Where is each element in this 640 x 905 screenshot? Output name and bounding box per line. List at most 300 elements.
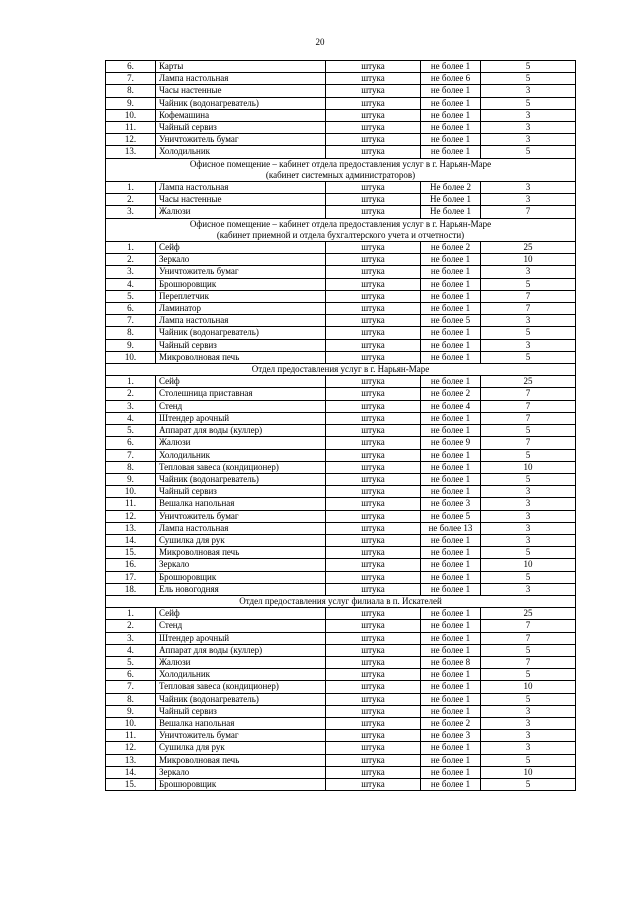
item-name: Вешалка напольная [156,717,326,729]
limit-cell: не более 1 [421,620,481,632]
table-row [106,315,576,327]
unit-cell: штука [326,400,421,412]
unit-cell: штука [326,498,421,510]
table-row [106,693,576,705]
table-row [106,778,576,790]
unit-cell: штука [326,327,421,339]
unit-cell: штука [326,669,421,681]
item-name: Жалюзи [156,656,326,668]
item-name: Чайник (водонагреватель) [156,693,326,705]
row-number: 7. [106,449,156,461]
quantity-cell: 5 [481,351,576,363]
item-name: Уничтожитель бумаг [156,134,326,146]
item-name: Ель новогодняя [156,583,326,595]
table-row [106,705,576,717]
section-header-row [106,595,576,607]
item-name: Чайный сервиз [156,339,326,351]
row-number: 8. [106,327,156,339]
table-row [106,620,576,632]
quantity-cell: 7 [481,400,576,412]
item-name: Лампа настольная [156,73,326,85]
unit-cell: штука [326,278,421,290]
limit-cell: не более 6 [421,73,481,85]
limit-cell: не более 1 [421,473,481,485]
row-number: 9. [106,705,156,717]
item-name: Тепловая завеса (кондиционер) [156,461,326,473]
quantity-cell: 25 [481,376,576,388]
quantity-cell: 3 [481,85,576,97]
limit-cell: не более 1 [421,266,481,278]
section-title [106,364,576,376]
inventory-table-body [106,61,576,791]
quantity-cell: 3 [481,486,576,498]
unit-cell: штука [326,437,421,449]
row-number: 6. [106,61,156,73]
unit-cell: штука [326,254,421,266]
quantity-cell: 25 [481,608,576,620]
row-number: 1. [106,242,156,254]
unit-cell: штука [326,583,421,595]
table-row [106,486,576,498]
limit-cell: не более 1 [421,461,481,473]
limit-cell: не более 1 [421,608,481,620]
quantity-cell: 5 [481,278,576,290]
table-row [106,194,576,206]
unit-cell: штука [326,717,421,729]
item-name: Часы настенные [156,85,326,97]
row-number: 11. [106,730,156,742]
limit-cell: не более 1 [421,486,481,498]
limit-cell: не более 13 [421,522,481,534]
unit-cell: штука [326,134,421,146]
row-number: 5. [106,290,156,302]
section-title-line: (кабинет приемной и отдела бухгалтерского учета и отчетности) [216,229,465,240]
quantity-cell: 10 [481,461,576,473]
item-name: Чайный сервиз [156,486,326,498]
row-number: 1. [106,608,156,620]
row-number: 2. [106,388,156,400]
row-number: 16. [106,559,156,571]
row-number: 8. [106,693,156,705]
limit-cell: не более 1 [421,669,481,681]
limit-cell: не более 1 [421,571,481,583]
row-number: 13. [106,146,156,158]
row-number: 9. [106,473,156,485]
limit-cell: не более 1 [421,339,481,351]
row-number: 3. [106,206,156,218]
row-number: 1. [106,182,156,194]
unit-cell: штука [326,290,421,302]
table-row [106,182,576,194]
item-name: Микроволновая печь [156,547,326,559]
row-number: 7. [106,315,156,327]
limit-cell: не более 1 [421,376,481,388]
item-name: Кофемашина [156,109,326,121]
quantity-cell: 5 [481,644,576,656]
unit-cell: штука [326,681,421,693]
item-name: Стенд [156,620,326,632]
limit-cell: не более 1 [421,742,481,754]
limit-cell: не более 1 [421,134,481,146]
item-name: Уничтожитель бумаг [156,510,326,522]
quantity-cell: 3 [481,315,576,327]
table-row [106,608,576,620]
row-number: 13. [106,522,156,534]
table-row [106,290,576,302]
table-row [106,109,576,121]
row-number: 9. [106,339,156,351]
item-name: Сейф [156,376,326,388]
limit-cell: не более 1 [421,681,481,693]
quantity-cell: 3 [481,717,576,729]
unit-cell: штука [326,339,421,351]
row-number: 3. [106,632,156,644]
unit-cell: штука [326,693,421,705]
table-row [106,583,576,595]
quantity-cell: 3 [481,742,576,754]
quantity-cell: 3 [481,510,576,522]
limit-cell: не более 2 [421,388,481,400]
quantity-cell: 7 [481,290,576,302]
table-row [106,278,576,290]
row-number: 4. [106,644,156,656]
item-name: Холодильник [156,669,326,681]
table-row [106,681,576,693]
quantity-cell: 7 [481,412,576,424]
unit-cell: штука [326,522,421,534]
row-number: 2. [106,254,156,266]
item-name: Сейф [156,242,326,254]
item-name: Чайник (водонагреватель) [156,473,326,485]
row-number: 4. [106,278,156,290]
table-row [106,388,576,400]
limit-cell: не более 8 [421,656,481,668]
row-number: 7. [106,73,156,85]
quantity-cell: 10 [481,766,576,778]
row-number: 6. [106,669,156,681]
table-row [106,206,576,218]
limit-cell: не более 1 [421,644,481,656]
item-name: Жалюзи [156,206,326,218]
limit-cell: не более 1 [421,122,481,134]
quantity-cell: 3 [481,122,576,134]
quantity-cell: 7 [481,620,576,632]
quantity-cell: 7 [481,656,576,668]
unit-cell: штука [326,425,421,437]
section-header-row [106,364,576,376]
item-name: Тепловая завеса (кондиционер) [156,681,326,693]
section-header-row [106,158,576,181]
table-row [106,754,576,766]
limit-cell: не более 1 [421,425,481,437]
item-name: Ламинатор [156,303,326,315]
quantity-cell: 7 [481,632,576,644]
item-name: Брошюровщик [156,778,326,790]
unit-cell: штука [326,510,421,522]
table-row [106,339,576,351]
unit-cell: штука [326,388,421,400]
table-row [106,400,576,412]
section-title [106,158,576,181]
row-number: 2. [106,620,156,632]
row-number: 10. [106,109,156,121]
table-row [106,134,576,146]
quantity-cell: 5 [481,669,576,681]
limit-cell: не более 1 [421,146,481,158]
table-row [106,498,576,510]
row-number: 13. [106,754,156,766]
table-row [106,254,576,266]
limit-cell: не более 4 [421,400,481,412]
item-name: Штендер арочный [156,412,326,424]
section-title [106,218,576,241]
limit-cell: не более 1 [421,547,481,559]
item-name: Чайный сервиз [156,705,326,717]
unit-cell: штука [326,486,421,498]
limit-cell: не более 2 [421,717,481,729]
table-row [106,122,576,134]
item-name: Карты [156,61,326,73]
table-row [106,669,576,681]
table-row [106,559,576,571]
table-row [106,425,576,437]
item-name: Жалюзи [156,437,326,449]
limit-cell: не более 3 [421,730,481,742]
table-row [106,73,576,85]
item-name: Штендер арочный [156,632,326,644]
row-number: 5. [106,425,156,437]
quantity-cell: 5 [481,547,576,559]
limit-cell: не более 1 [421,778,481,790]
unit-cell: штука [326,449,421,461]
quantity-cell: 10 [481,254,576,266]
table-row [106,61,576,73]
unit-cell: штука [326,608,421,620]
limit-cell: Не более 1 [421,206,481,218]
item-name: Зеркало [156,254,326,266]
row-number: 8. [106,85,156,97]
item-name: Микроволновая печь [156,351,326,363]
quantity-cell: 3 [481,583,576,595]
unit-cell: штука [326,412,421,424]
table-row [106,461,576,473]
inventory-table [105,60,576,791]
table-row [106,632,576,644]
limit-cell: не более 1 [421,303,481,315]
unit-cell: штука [326,656,421,668]
item-name: Лампа настольная [156,522,326,534]
row-number: 17. [106,571,156,583]
unit-cell: штука [326,73,421,85]
limit-cell: не более 9 [421,437,481,449]
section-title-line: Отдел предоставления услуг в г. Нарьян-Маре [251,364,430,375]
row-number: 7. [106,681,156,693]
quantity-cell: 3 [481,522,576,534]
item-name: Холодильник [156,449,326,461]
row-number: 12. [106,510,156,522]
item-name: Часы настенные [156,194,326,206]
limit-cell: не более 1 [421,254,481,266]
quantity-cell: 5 [481,73,576,85]
row-number: 6. [106,437,156,449]
unit-cell: штука [326,146,421,158]
item-name: Микроволновая печь [156,754,326,766]
quantity-cell: 3 [481,109,576,121]
limit-cell: не более 1 [421,278,481,290]
item-name: Аппарат для воды (куллер) [156,425,326,437]
table-row [106,656,576,668]
table-row [106,412,576,424]
row-number: 10. [106,717,156,729]
unit-cell: штука [326,266,421,278]
row-number: 3. [106,266,156,278]
quantity-cell: 5 [481,473,576,485]
item-name: Чайник (водонагреватель) [156,97,326,109]
item-name: Сушилка для рук [156,534,326,546]
limit-cell: не более 1 [421,632,481,644]
limit-cell: Не более 1 [421,194,481,206]
row-number: 11. [106,498,156,510]
limit-cell: не более 3 [421,498,481,510]
unit-cell: штука [326,534,421,546]
item-name: Уничтожитель бумаг [156,266,326,278]
item-name: Сейф [156,608,326,620]
unit-cell: штука [326,303,421,315]
unit-cell: штука [326,644,421,656]
limit-cell: не более 1 [421,693,481,705]
limit-cell: не более 1 [421,290,481,302]
quantity-cell: 5 [481,778,576,790]
unit-cell: штука [326,571,421,583]
table-row [106,571,576,583]
row-number: 10. [106,351,156,363]
quantity-cell: 5 [481,425,576,437]
table-row [106,449,576,461]
limit-cell: не более 1 [421,412,481,424]
row-number: 12. [106,742,156,754]
limit-cell: не более 1 [421,754,481,766]
quantity-cell: 7 [481,437,576,449]
row-number: 2. [106,194,156,206]
unit-cell: штука [326,632,421,644]
item-name: Чайник (водонагреватель) [156,327,326,339]
limit-cell: не более 1 [421,97,481,109]
section-header-row [106,218,576,241]
item-name: Столешница приставная [156,388,326,400]
item-name: Брошюровщик [156,571,326,583]
table-row [106,242,576,254]
table-row [106,730,576,742]
item-name: Сушилка для рук [156,742,326,754]
quantity-cell: 7 [481,388,576,400]
table-row [106,266,576,278]
limit-cell: не более 1 [421,109,481,121]
section-title-line: Офисное помещение – кабинет отдела предоставления услуг в г. Нарьян-Маре [189,218,492,229]
row-number: 15. [106,778,156,790]
quantity-cell: 3 [481,266,576,278]
row-number: 10. [106,486,156,498]
row-number: 11. [106,122,156,134]
item-name: Чайный сервиз [156,122,326,134]
quantity-cell: 7 [481,206,576,218]
quantity-cell: 3 [481,498,576,510]
quantity-cell: 10 [481,681,576,693]
item-name: Вешалка напольная [156,498,326,510]
table-row [106,351,576,363]
quantity-cell: 7 [481,303,576,315]
quantity-cell: 5 [481,449,576,461]
limit-cell: не более 1 [421,351,481,363]
table-row [106,473,576,485]
limit-cell: не более 1 [421,327,481,339]
limit-cell: не более 1 [421,583,481,595]
limit-cell: Не более 2 [421,182,481,194]
quantity-cell: 5 [481,693,576,705]
unit-cell: штука [326,778,421,790]
item-name: Лампа настольная [156,182,326,194]
section-title [106,595,576,607]
table-row [106,85,576,97]
quantity-cell: 5 [481,146,576,158]
section-title-line: Отдел предоставления услуг филиала в п. Искателей [239,595,442,606]
table-row [106,742,576,754]
limit-cell: не более 1 [421,534,481,546]
quantity-cell: 3 [481,194,576,206]
table-row [106,510,576,522]
row-number: 14. [106,766,156,778]
unit-cell: штука [326,547,421,559]
limit-cell: не более 5 [421,510,481,522]
limit-cell: не более 2 [421,242,481,254]
quantity-cell: 5 [481,754,576,766]
quantity-cell: 5 [481,327,576,339]
item-name: Лампа настольная [156,315,326,327]
unit-cell: штука [326,315,421,327]
table-row [106,97,576,109]
limit-cell: не более 1 [421,61,481,73]
table-row [106,327,576,339]
item-name: Зеркало [156,559,326,571]
limit-cell: не более 1 [421,766,481,778]
unit-cell: штука [326,194,421,206]
limit-cell: не более 5 [421,315,481,327]
quantity-cell: 25 [481,242,576,254]
unit-cell: штука [326,351,421,363]
quantity-cell: 5 [481,61,576,73]
quantity-cell: 3 [481,339,576,351]
row-number: 8. [106,461,156,473]
unit-cell: штука [326,109,421,121]
row-number: 12. [106,134,156,146]
unit-cell: штука [326,620,421,632]
row-number: 3. [106,400,156,412]
table-row [106,376,576,388]
row-number: 6. [106,303,156,315]
unit-cell: штука [326,85,421,97]
item-name: Холодильник [156,146,326,158]
unit-cell: штука [326,730,421,742]
table-row [106,303,576,315]
table-row [106,717,576,729]
unit-cell: штука [326,559,421,571]
table-row [106,547,576,559]
row-number: 18. [106,583,156,595]
row-number: 5. [106,656,156,668]
quantity-cell: 5 [481,571,576,583]
quantity-cell: 5 [481,97,576,109]
item-name: Брошюровщик [156,278,326,290]
page-number: 20 [315,37,325,47]
